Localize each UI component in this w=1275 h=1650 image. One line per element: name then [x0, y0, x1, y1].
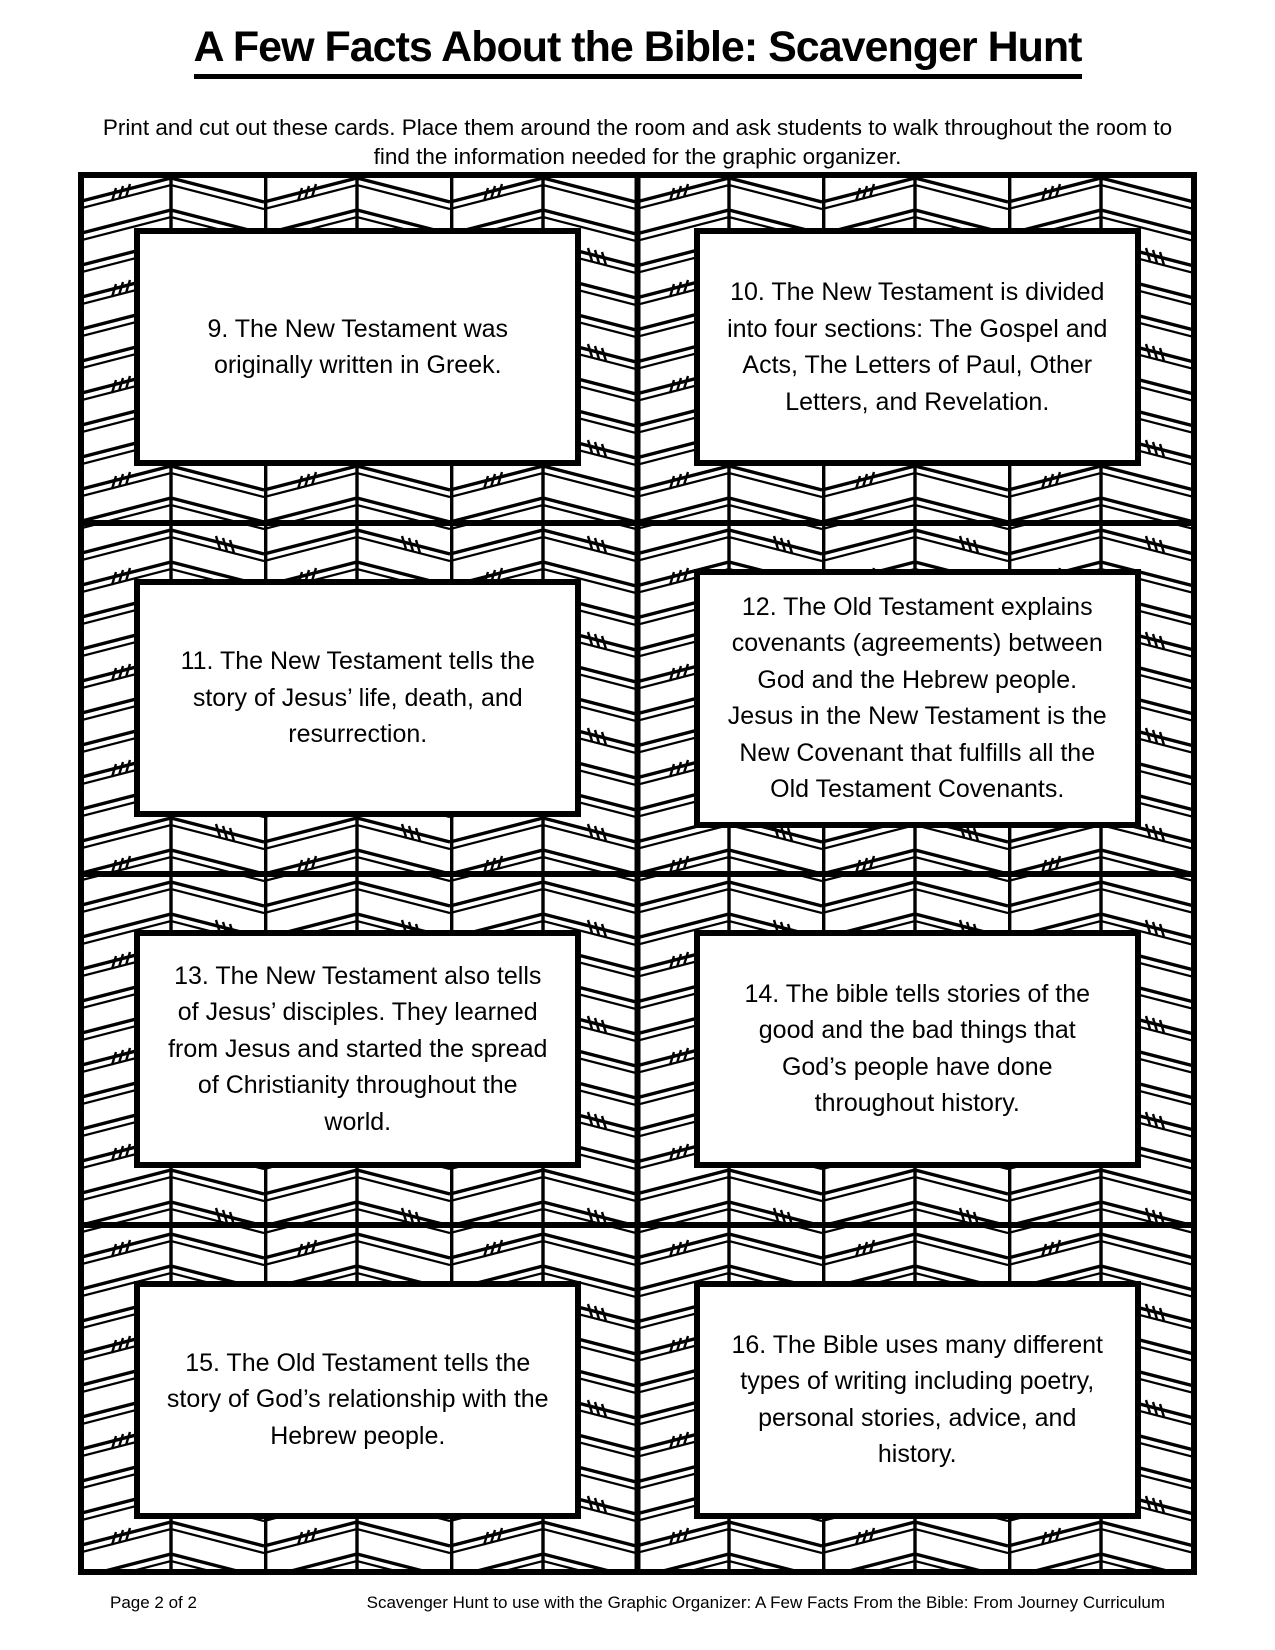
card-9-text: 9. The New Testament was originally written in Greek.	[207, 314, 509, 380]
scavenger-card-10	[694, 228, 1141, 466]
card-16-text: 16. The Bible uses many different types of writing including poetry, personal stories, advice, and history.	[731, 1330, 1104, 1469]
footer-source-text: Scavenger Hunt to use with the Graphic Organizer: A Few Facts From the Bible: From Journey Curriculum	[366, 1593, 1165, 1612]
scavenger-card-16	[694, 1281, 1141, 1519]
scavenger-card-9	[134, 228, 581, 466]
pattern-cell-1	[78, 172, 638, 523]
scavenger-card-11	[134, 579, 581, 817]
page-title: A Few Facts About the Bible: Scavenger Hunt	[194, 24, 1082, 79]
pattern-cell-4	[638, 523, 1198, 874]
pattern-cell-5	[78, 874, 638, 1225]
scavenger-card-13	[134, 930, 581, 1168]
card-11-text: 11. The New Testament tells the story of Jesus’ life, death, and resurrection.	[180, 647, 535, 749]
card-15-text: 15. The Old Testament tells the story of God’s relationship with the Hebrew people.	[166, 1348, 549, 1450]
pattern-cell-3	[78, 523, 638, 874]
card-13-text: 13. The New Testament also tells of Jesus’ disciples. They learned from Jesus and started the spread of Christianity throughout the world.	[168, 961, 548, 1136]
pattern-cell-7	[78, 1224, 638, 1575]
card-14-text: 14. The bible tells stories of the good and the bad things that God’s people have done throughout history.	[744, 979, 1091, 1118]
card-12-text: 12. The Old Testament explains covenants (agreements) between God and the Hebrew people. Jesus in the New Testament is the New Covenant that fulfills all the Old Testament Covenants.	[727, 592, 1107, 804]
card-10-text: 10. The New Testament is divided into four sections: The Gospel and Acts, The Letters of Paul, Other Letters, and Revelation.	[727, 278, 1108, 416]
page-title-row	[0, 24, 1275, 79]
scavenger-card-15	[134, 1281, 581, 1519]
cards-board	[78, 172, 1197, 1575]
pattern-cell-6	[638, 874, 1198, 1225]
instructions-text: Print and cut out these cards. Place them around the room and ask students to walk throughout the room to find the information needed for the graphic organizer.	[102, 114, 1173, 170]
page-footer	[110, 1593, 1165, 1613]
scavenger-card-14	[694, 930, 1141, 1168]
page-number: Page 2 of 2	[110, 1593, 197, 1612]
cards-grid	[78, 172, 1197, 1575]
pattern-cell-8	[638, 1224, 1198, 1575]
scavenger-card-12	[694, 569, 1141, 828]
pattern-cell-2	[638, 172, 1198, 523]
